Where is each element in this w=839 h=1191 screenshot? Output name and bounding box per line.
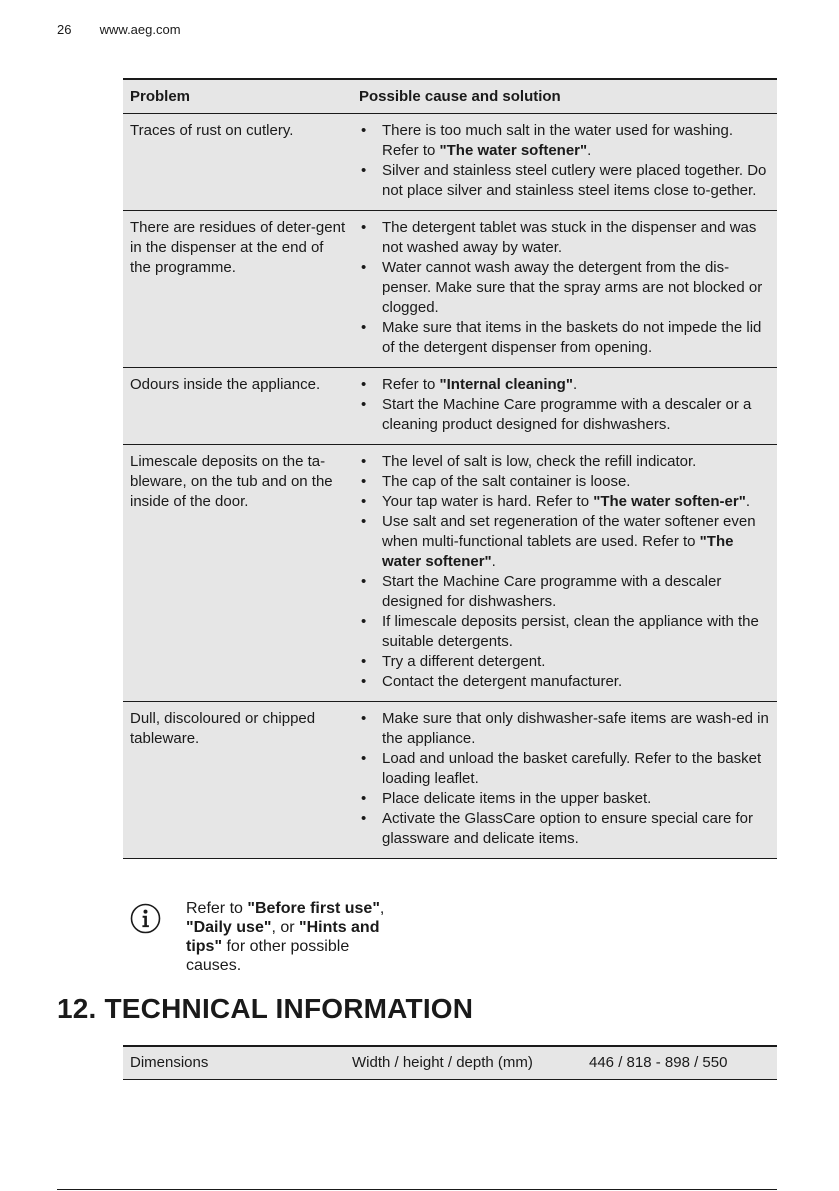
solution-list — [359, 709, 773, 849]
text-run: The level of salt is low, check the refill indicator. — [382, 453, 697, 470]
text-run: , — [379, 900, 385, 917]
text-run: Load and unload the basket carefully. Refer to the basket loading leaflet. — [382, 750, 762, 787]
text-run: for other possible causes. — [186, 938, 350, 974]
table-row — [123, 702, 777, 859]
solution-item — [359, 652, 773, 672]
text-run: The detergent tablet was stuck in the dispenser and was not washed away by water. — [382, 219, 757, 256]
bold-reference: "The water softener" — [439, 142, 588, 159]
page-header — [57, 22, 181, 37]
solution-item — [359, 572, 773, 612]
text-run: Start the Machine Care programme with a descaler or a cleaning product designed for dishwashers. — [382, 396, 752, 433]
solution-cell — [352, 368, 777, 445]
solution-list — [359, 218, 773, 358]
solution-item — [359, 318, 773, 358]
info-icon — [130, 903, 161, 934]
table-row — [123, 368, 777, 445]
solution-cell — [352, 702, 777, 859]
problem-cell: Odours inside the appliance. — [123, 368, 352, 445]
table-row — [123, 1046, 777, 1080]
table-row — [123, 211, 777, 368]
solution-item — [359, 749, 773, 789]
solution-item — [359, 809, 773, 849]
technical-info-table — [123, 1045, 777, 1080]
solution-list — [359, 121, 773, 201]
solution-cell — [352, 211, 777, 368]
tech-value-cell: 446 / 818 - 898 / 550 — [582, 1046, 777, 1080]
solution-item — [359, 612, 773, 652]
problem-cell: Traces of rust on cutlery. — [123, 114, 352, 211]
text-run: . — [745, 493, 750, 510]
solution-item — [359, 161, 773, 201]
text-run: Refer to — [382, 376, 440, 393]
problem-cell: There are residues of deter-gent in the dispenser at the end of the programme. — [123, 211, 352, 368]
solution-item — [359, 395, 773, 435]
text-run: , or — [271, 919, 299, 936]
troubleshooting-table — [123, 78, 777, 859]
table-row — [123, 114, 777, 211]
tech-parameter-cell: Width / height / depth (mm) — [345, 1046, 582, 1080]
solution-list — [359, 375, 773, 435]
section-title: 12. TECHNICAL INFORMATION — [57, 993, 474, 1024]
troubleshooting-table-body — [123, 114, 777, 859]
text-run: There is too much salt in the water used for washing. Refer to — [382, 122, 734, 159]
solution-item — [359, 492, 773, 512]
text-run: Try a different detergent. — [382, 653, 546, 670]
text-run: Make sure that items in the baskets do not impede the lid of the detergent dispenser from opening. — [382, 319, 762, 356]
text-run: Contact the detergent manufacturer. — [382, 673, 623, 690]
solution-item — [359, 218, 773, 258]
bold-reference: "Hints and tips" — [186, 919, 380, 955]
solution-cell — [352, 445, 777, 702]
solution-list — [359, 452, 773, 692]
text-run: . — [587, 142, 592, 159]
text-run: Start the Machine Care programme with a descaler designed for dishwashers. — [382, 573, 722, 610]
solution-item — [359, 789, 773, 809]
solution-cell — [352, 114, 777, 211]
text-run: Activate the GlassCare option to ensure special care for glassware and delicate items. — [382, 810, 754, 847]
solution-item — [359, 672, 773, 692]
bold-reference: "Before first use" — [247, 900, 380, 917]
bold-reference: "Daily use" — [186, 919, 272, 936]
text-run: . — [491, 553, 496, 570]
problem-cell: Limescale deposits on the ta-bleware, on the tub and on the inside of the door. — [123, 445, 352, 702]
site-url: www.aeg.com — [99, 22, 181, 37]
text-run: Your tap water is hard. Refer to — [382, 493, 594, 510]
technical-info-table-body — [123, 1046, 777, 1080]
text-run: Place delicate items in the upper basket. — [382, 790, 652, 807]
footer-divider — [57, 1189, 777, 1190]
text-run: Silver and stainless steel cutlery were placed together. Do not place silver and stainless steel items close to-gether. — [382, 162, 767, 199]
text-run: Make sure that only dishwasher-safe items are wash-ed in the appliance. — [382, 710, 769, 747]
solution-item — [359, 709, 773, 749]
text-run: Refer to — [186, 900, 248, 917]
bold-reference: "The water softener" — [382, 533, 734, 570]
text-run: If limescale deposits persist, clean the appliance with the suitable detergents. — [382, 613, 759, 650]
info-note-text — [186, 899, 406, 975]
solution-item — [359, 452, 773, 472]
solution-item — [359, 512, 773, 572]
page-number: 26 — [57, 22, 72, 37]
text-run: Use salt and set regeneration of the water softener even when multi-functional tablets are used. Refer to — [382, 513, 756, 550]
solution-item — [359, 258, 773, 318]
tech-label-cell: Dimensions — [123, 1046, 345, 1080]
bold-reference: "Internal cleaning" — [439, 376, 573, 393]
bold-reference: "The water soften-er" — [593, 493, 746, 510]
solution-item — [359, 472, 773, 492]
table-header-row — [123, 79, 777, 114]
column-header-solution: Possible cause and solution — [352, 79, 777, 114]
solution-item — [359, 121, 773, 161]
solution-item — [359, 375, 773, 395]
column-header-problem: Problem — [123, 79, 352, 114]
problem-cell: Dull, discoloured or chipped tableware. — [123, 702, 352, 859]
text-run: The cap of the salt container is loose. — [382, 473, 631, 490]
text-run: . — [572, 376, 578, 393]
text-run: Water cannot wash away the detergent from the dis-penser. Make sure that the spray arms are not blocked or clogged. — [382, 259, 763, 316]
table-row — [123, 445, 777, 702]
